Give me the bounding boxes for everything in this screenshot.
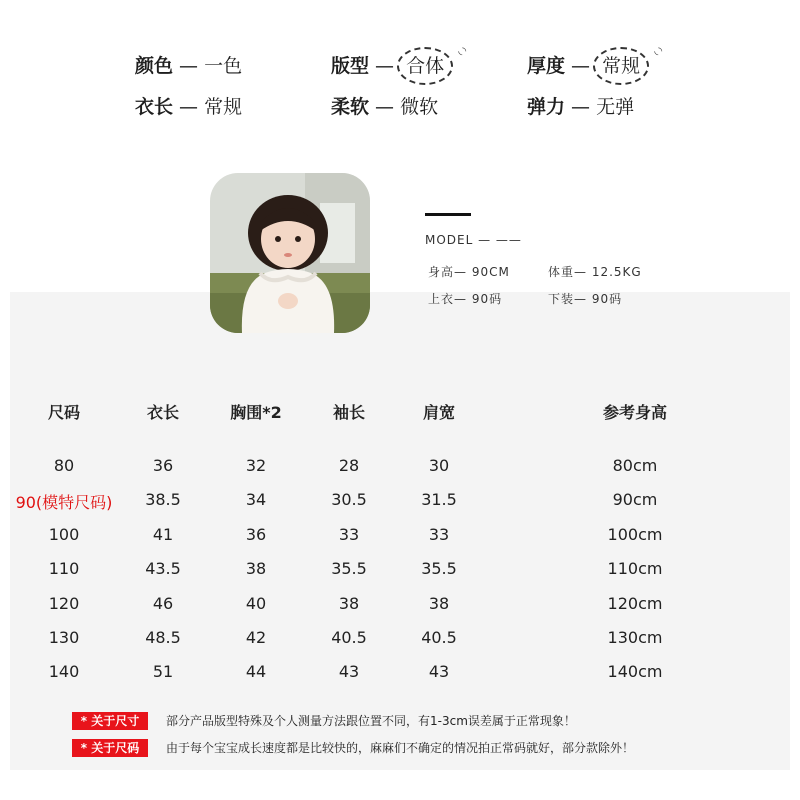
attr-softness-value: 微软 [400, 96, 439, 118]
note-size-badge: * 关于尺寸 [72, 712, 148, 730]
table-header-cell: 肩宽 [422, 403, 456, 422]
attr-fit [331, 46, 467, 78]
attr-separator: — [565, 96, 597, 118]
table-cell: 110cm [607, 559, 663, 579]
table-cell: 43 [428, 662, 450, 682]
attr-color-label: 颜色 [135, 55, 174, 77]
note-fit-badge: * 关于尺码 [72, 739, 148, 757]
model-accent-bar [425, 213, 471, 216]
table-cell: 80 [53, 456, 75, 475]
attr-length-label: 衣长 [135, 96, 174, 118]
table-cell: 36 [152, 456, 174, 475]
attr-thickness-value [596, 46, 663, 78]
table-cell: 80cm [612, 456, 658, 475]
table-cell: 120cm [607, 593, 663, 613]
table-cell: 41 [152, 524, 174, 544]
attr-separator: — [369, 96, 401, 118]
attr-elasticity-label: 弹力 [527, 96, 566, 118]
attr-separator: — [369, 55, 401, 77]
table-cell: 31.5 [421, 490, 457, 510]
table-cell: 35.5 [421, 559, 457, 579]
attr-thickness-label: 厚度 [527, 55, 566, 77]
model-photo [210, 173, 370, 333]
table-header-cell: 衣长 [146, 403, 180, 422]
table-cell: 48.5 [145, 628, 181, 647]
table-cell: 32 [245, 456, 267, 475]
table-cell: 35.5 [331, 559, 367, 579]
table-cell: 100cm [607, 524, 663, 544]
model-top-size: 上衣— 90码 [428, 292, 503, 306]
attr-thickness-value-text: 常规 [602, 55, 641, 77]
table-cell: 33 [338, 524, 360, 544]
table-cell: 40.5 [331, 628, 367, 647]
attr-fit-value [400, 46, 467, 78]
table-cell: 34 [245, 490, 267, 510]
attr-softness-label: 柔软 [331, 96, 370, 118]
note-size-text: 部分产品版型特殊及个人测量方法跟位置不同，有1-3cm误差属于正常现象！ [166, 714, 576, 728]
table-cell: 90cm [612, 490, 658, 510]
table-cell: 90(模特尺码) [15, 493, 113, 513]
table-header-cell: 胸围*2 [230, 403, 282, 422]
attr-elasticity [527, 95, 634, 119]
attr-thickness [527, 46, 663, 78]
model-weight: 体重— 12.5KG [548, 265, 642, 279]
table-header-cell: 尺码 [47, 403, 81, 422]
table-cell: 30 [428, 456, 450, 475]
table-cell: 110 [48, 559, 80, 579]
table-cell: 36 [245, 524, 267, 544]
table-cell: 33 [428, 524, 450, 544]
table-cell: 28 [338, 456, 360, 475]
table-cell: 120 [48, 593, 80, 613]
attr-elasticity-value: 无弹 [596, 96, 635, 118]
table-cell: 38 [428, 593, 450, 613]
table-cell: 40 [245, 593, 267, 613]
table-cell: 43 [338, 662, 360, 682]
model-title: MODEL — —— [425, 233, 522, 247]
size-table-panel [10, 292, 790, 770]
attr-fit-label: 版型 [331, 55, 370, 77]
table-cell: 38 [338, 593, 360, 613]
attr-color-value: 一色 [204, 55, 243, 77]
attr-color [135, 54, 242, 78]
sparkle-icon: ◟◝ [654, 46, 663, 57]
table-cell: 51 [152, 662, 174, 682]
table-cell: 38 [245, 559, 267, 579]
table-cell: 38.5 [145, 490, 181, 510]
attr-separator: — [173, 55, 205, 77]
table-cell: 44 [245, 662, 267, 682]
table-cell: 130cm [607, 628, 663, 647]
table-cell: 30.5 [331, 490, 367, 510]
attr-length-value: 常规 [204, 96, 243, 118]
table-cell: 130 [48, 628, 80, 647]
table-cell: 46 [152, 593, 174, 613]
table-cell: 43.5 [145, 559, 181, 579]
note-fit-text: 由于每个宝宝成长速度都是比较快的，麻麻们不确定的情况拍正常码就好，部分款除外！ [166, 741, 635, 755]
attr-fit-value-text: 合体 [406, 55, 445, 77]
table-header-cell: 参考身高 [602, 403, 668, 422]
attr-length [135, 95, 242, 119]
table-cell: 42 [245, 628, 267, 647]
attr-softness [331, 95, 438, 119]
table-header-cell: 袖长 [332, 403, 366, 422]
model-bottom-size: 下装— 90码 [548, 292, 623, 306]
sparkle-icon: ◟◝ [458, 46, 467, 57]
table-cell: 40.5 [421, 628, 457, 647]
attr-separator: — [565, 55, 597, 77]
table-cell: 140 [48, 662, 80, 682]
table-cell: 100 [48, 524, 80, 544]
model-height: 身高— 90CM [428, 265, 510, 279]
attr-separator: — [173, 96, 205, 118]
table-cell: 140cm [607, 662, 663, 682]
